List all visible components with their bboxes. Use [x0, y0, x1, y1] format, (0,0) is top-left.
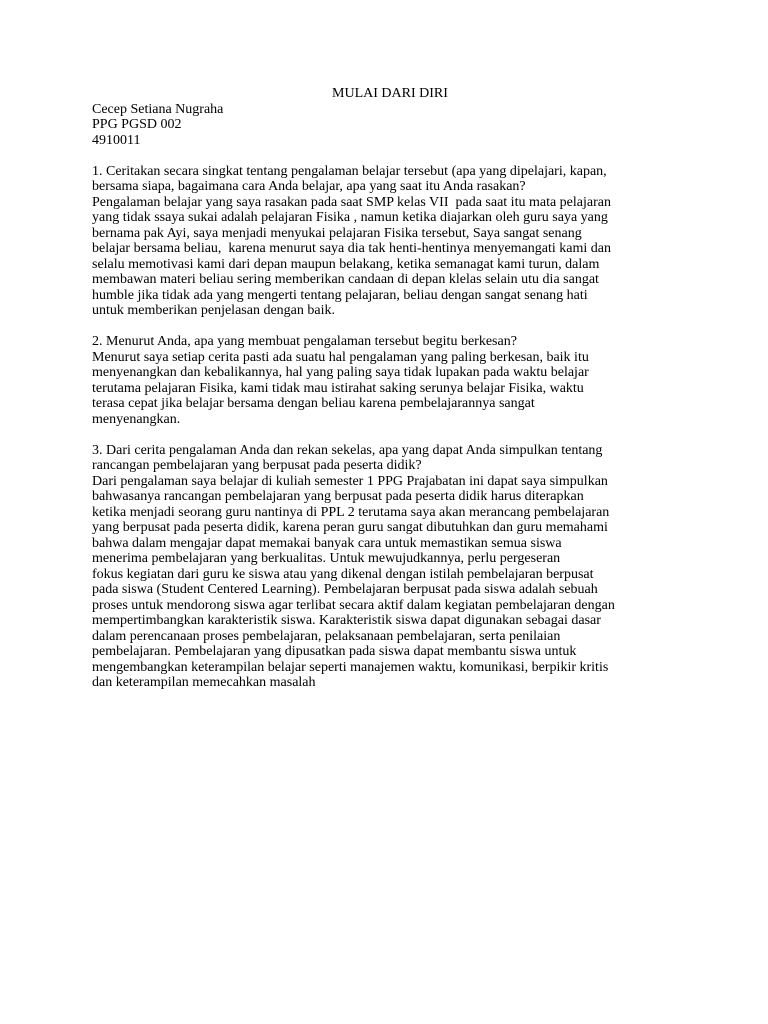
text-line: bersama siapa, bagaimana cara Anda belajar, apa yang saat itu Anda rasakan?: [92, 179, 526, 194]
text-line: 3. Dari cerita pengalaman Anda dan rekan sekelas, apa yang dapat Anda simpulkan tentang: [92, 442, 603, 458]
section-gap: [92, 427, 678, 443]
section-gap: [92, 148, 678, 164]
text-line: yang tidak ssaya sukai adalah pelajaran Fisika , namun ketika diajarkan oleh guru saya yang: [92, 210, 608, 225]
text-line: bahwasanya rancangan pembelajaran yang berpusat pada peserta didik harus diterapkan: [92, 489, 584, 504]
author-info: [92, 102, 678, 149]
section-2: [92, 334, 678, 427]
text-line: terasa cepat jika belajar bersama dengan beliau karena pembelajarannya sangat: [92, 396, 535, 411]
text-line: menerima pembelajaran yang berkualitas. Untuk mewujudkannya, perlu pergeseran: [92, 551, 561, 566]
text-line: ketika menjadi seorang guru nantinya di PPL 2 terutama saya akan merancang pembelajaran: [92, 504, 610, 520]
text-line: dan keterampilan memecahkan masalah: [92, 675, 316, 690]
text-line: terutama pelajaran Fisika, kami tidak mau istirahat saking serunya belajar Fisika, waktu: [92, 380, 584, 396]
text-line: mempertimbangkan karakteristik siswa. Karakteristik siswa dapat digunakan sebagai dasar: [92, 613, 601, 628]
document-title: MULAI DARI DIRI: [332, 86, 448, 101]
text-line: mengembangkan keterampilan belajar seperti manajemen waktu, komunikasi, berpikir kritis: [92, 659, 609, 675]
author-id: 4910011: [92, 132, 141, 148]
text-line: pembelajaran. Pembelajaran yang dipusatkan pada siswa dapat membantu siswa untuk: [92, 644, 577, 659]
section-1: [92, 164, 678, 319]
text-line: bernama pak Ayi, saya menjadi menyukai pelajaran Fisika tersebut, Saya sangat senang: [92, 225, 582, 241]
text-line: humble jika tidak ada yang mengerti tentang pelajaran, beliau dengan sangat senang hati: [92, 287, 588, 303]
text-line: membawan materi beliau sering memberikan candaan di depan klelas selain utu dia sangat: [92, 272, 599, 287]
text-line: Pengalaman belajar yang saya rasakan pada saat SMP kelas VII pada saat itu mata pelajaran: [92, 194, 611, 210]
text-line: Menurut saya setiap cerita pasti ada suatu hal pengalaman yang paling berkesan, baik itu: [92, 349, 589, 365]
text-line: 2. Menurut Anda, apa yang membuat pengalaman tersebut begitu berkesan?: [92, 334, 517, 349]
text-line: rancangan pembelajaran yang berpusat pada peserta didik?: [92, 458, 422, 473]
section-gap: [92, 319, 678, 335]
text-line: 1. Ceritakan secara singkat tentang pengalaman belajar tersebut (apa yang dipelajari, kapan,: [92, 163, 607, 179]
section-3: [92, 443, 678, 691]
text-line: menyenangkan.: [92, 411, 181, 427]
text-line: dalam perencanaan proses pembelajaran, pelaksanaan pembelajaran, serta penilaian: [92, 628, 561, 644]
text-line: yang berpusat pada peserta didik, karena peran guru sangat dibutuhkan dan guru memahami: [92, 520, 608, 535]
text-line: untuk memberikan penjelasan dengan baik.: [92, 303, 335, 318]
text-line: Dari pengalaman saya belajar di kuliah semester 1 PPG Prajabatan ini dapat saya simpulkan: [92, 473, 608, 489]
text-line: pada siswa (Student Centered Learning). Pembelajaran berpusat pada siswa adalah sebuah: [92, 582, 598, 597]
document-body: [92, 148, 678, 691]
author-name: Cecep Setiana Nugraha: [92, 101, 224, 117]
text-line: bahwa dalam mengajar dapat memakai banyak cara untuk memastikan semua siswa: [92, 535, 562, 551]
text-line: proses untuk mendorong siswa agar terlibat secara aktif dalam kegiatan pembelajaran dengan: [92, 597, 615, 613]
text-line: fokus kegiatan dari guru ke siswa atau yang dikenal dengan istilah pembelajaran berpusat: [92, 566, 594, 582]
text-line: belajar bersama beliau, karena menurut saya dia tak henti-hentinya menyemangati kami dan: [92, 241, 611, 256]
text-line: selalu memotivasi kami dari depan maupun belakang, ketika semanagat kami turun, dalam: [92, 256, 600, 272]
author-program: PPG PGSD 002: [92, 117, 182, 132]
text-line: menyenangkan dan kebalikannya, hal yang paling saya tidak lupakan pada waktu belajar: [92, 365, 589, 380]
